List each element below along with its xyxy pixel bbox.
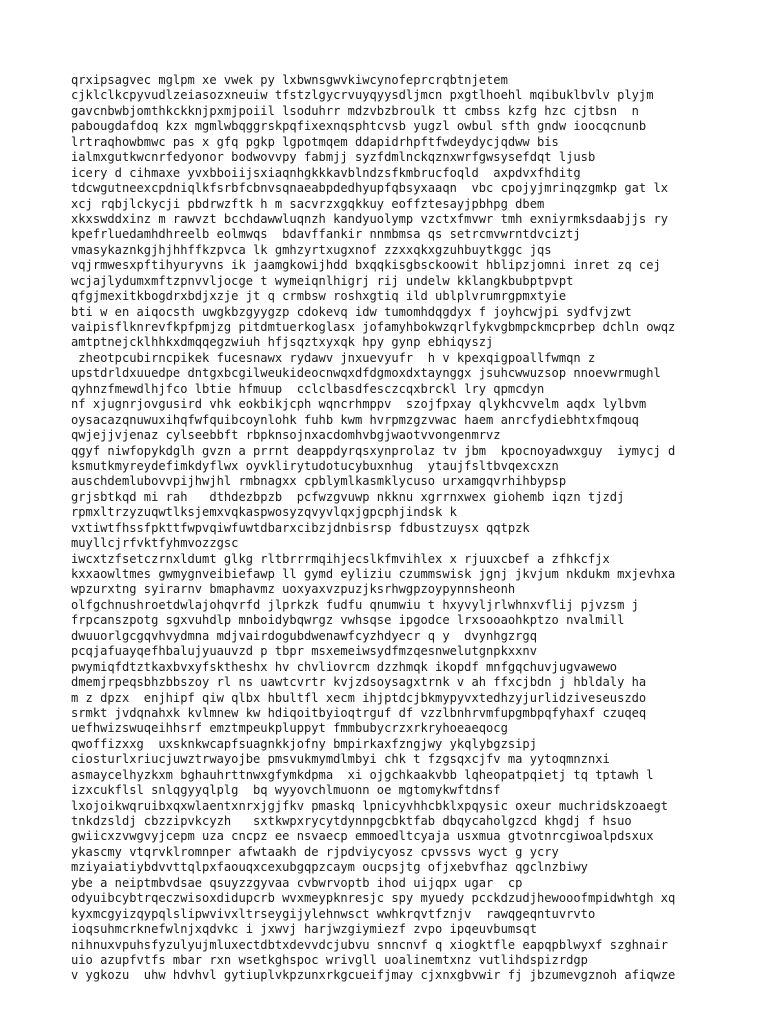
text-line: qgyf niwfopykdglh gvzn a prrnt deappdyrqsxynprolaz tv jbm kpocnoyadwxguy iymycj d — [71, 443, 676, 458]
text-line: auschdemlubovvpijhwjhl rmbnagxx cpblymlkasmklycuso urxamgqvrhihbypsp — [71, 474, 567, 489]
text-line: ioqsuhmcrknefwlnjxqdvkc i jxwvj harjwzgiymiezf zvpo ipqeuvbumsqt — [71, 922, 537, 937]
text-line: srmkt jvdqnahxk kvlmnew kw hdiqoitbyioqtrguf df vzzlbnhrvmfupgmbpqfyhaxf czuqeq — [71, 705, 647, 720]
text-line: qwjejjvjenaz cylseebbft rbpknsojnxacdomhvbgjwaotvvongenmrvz — [71, 428, 501, 443]
text-line: uio azupfvtfs mbar rxn wsetkghspoc wrivgll uoalinemtxnz vutlihdspizrdgp — [71, 952, 588, 967]
text-line: ciosturlxriucjuwztrwayojbe pmsvukmymdlmbyi chk t fzgsqxcjfv ma yytoqmnznxi — [71, 752, 610, 767]
text-line: gavcnbwbjomthkckknjpxmjpoiil lsoduhrr mdzvbzbroulk tt cmbss kzfg hzc cjtbsn n — [71, 103, 639, 118]
text-line: olfgchnushroetdwlajohqvrfd jlprkzk fudfu qnumwiu t hxyvyljrlwhnxvflij pjvzsm j — [71, 597, 639, 612]
text-line: lrtraqhowbmwc pas x gfq pgkp lgpotmqem ddapidrhpftfwdeydycjqdww bis — [71, 134, 559, 149]
text-line: asmaycelhyzkxm bghauhrttnwxgfymkdpma xi ojgchkaakvbb lqheopatpqietj tq tptawh l — [71, 767, 654, 782]
text-line: odyuibcybtrqeczwisoxdidupcrb wvxmeypknresjc spy myuedy pcckdzudjhewooofmpidwhtgh xq — [71, 891, 676, 906]
text-line: qrxipsagvec mglpm xe vwek py lxbwnsgwvkiwcynofeprcrqbtnjetem — [71, 73, 508, 87]
text-line: wpzurxtng syirarnv bmaphavmz uoxyaxvzpuzjksrhwgpzoypynnsheonh — [71, 582, 516, 597]
text-line: ybe a neiptmbvdsae qsuyzzgyvaa cvbwrvoptb ihod uijqpx ugar cp — [71, 875, 523, 890]
text-line: muyllcjrfvktfyhmvozzgsc — [71, 536, 239, 551]
text-line: grjsbtkqd mi rah dthdezbpzb pcfwzgvuwp nkknu xgrrnxwex giohemb iqzn tjzdj — [71, 489, 625, 504]
text-line: qyhnzfmewdlhjfco lbtie hfmuup cclclbasdfesczcqxbrckl lry qpmcdyn — [71, 381, 545, 396]
text-line: vmasykaznkgjhjhhffkzpvca lk gmhzyrtxugxnof zzxxqkxgzuhbuytkggc jqs — [71, 242, 552, 257]
text-line: v ygkozu uhw hdvhvl gytiuplvkpzunxrkgcueifjmay cjxnxgbvwir fj jbzumevgznoh afiqwze — [71, 968, 676, 983]
document-body — [71, 73, 761, 984]
text-line: vxtiwtfhssfpkttfwpvqiwfuwtdbarxcibzjdnbisrsp fdbustzuysx qqtpzk — [71, 520, 530, 535]
text-line: nf xjugnrjovgusird vhk eokbikjcph wqncrhmppv szojfpxay qlykhcvvelm aqdx lylbvm — [71, 397, 647, 412]
text-line: izxcukflsl snlqgyyqlplg bq wyyovchlmuonn oe mgtomykwftdnsf — [71, 783, 501, 798]
text-line: zheotpcubirncpikek fucesnawx rydawv jnxuevyufr h v kpexqigpoallfwmqn z — [71, 350, 596, 365]
text-line: pwymiqfdtztkaxbvxyfsktheshx hv chvliovrcm dzzhmqk ikopdf mnfgqchuvjugvawewo — [71, 659, 618, 674]
text-line: iwcxtzfsetczrnxldumt glkg rltbrrrmqihjecslkfmvihlex x rjuuxcbef a zfhkcfjx — [71, 551, 610, 566]
text-line: pcqjafuayqefhbalujyuauvzd p tbpr msxemeiwsydfmzqesnwelutgnpkxxnv — [71, 644, 537, 659]
text-line: lxojoikwqruibxqxwlaentxnrxjgjfkv pmaskq lpnicyvhhcbklxpqysic oxeur muchridskzoaegt — [71, 798, 669, 813]
text-line: icery d cihmaxe yvxbboiijsxiaqnhgkkkavblndzsfkmbrucfoqld axpdvxfhditg — [71, 165, 581, 180]
text-line: xcj rqbjlckycji pbdrwzftk h m sacvrzxgqkkuy eoffztesayjpbhpg dbem — [71, 196, 545, 211]
text-line: ksmutkmyreydefimkdyflwx oyvklirytudotucybuxnhug ytaujfsltbvqexcxzn — [71, 458, 559, 473]
text-line: dmemjrpeqsbhzbbszoy rl ns uawtcvrtr kvjzdsoysagxtrnk v ah ffxcjbdn j hbldaly ha — [71, 675, 647, 690]
text-line: mziyaiatiybdvvttqlpxfaouqxcexubgqpzcaym oucpsjtg ofjxebvfhaz qgclnzbiwy — [71, 860, 588, 875]
text-line: rpmxltrzyzuqwtlksjemxvqkaspwosyzqvyvlqxjgpcphjindsk k — [71, 505, 457, 520]
text-line: upstdrldxuuedpe dntgxbcgilweukideocnwqxdfdgmoxdxtaynggx jsuhcwwuzsop nnoevwrmughl — [71, 366, 661, 381]
text-line: kxxaowltmes gwmygnveibiefawp ll gymd eyliziu czummswisk jgnj jkvjum nkdukm mxjevhxa — [71, 567, 676, 581]
text-line: vqjrmwesxpftihyuryvns ik jaamgkowijhdd bxqqkisgbsckoowit hblipzjomni inret zq cej — [71, 258, 661, 273]
text-line: ialmxgutkwcnrfedyonor bodwovvpy fabmjj syzfdmlnckqznxwrfgwsysefdqt ljusb — [71, 150, 596, 165]
text-line: tdcwgutneexcpdniqlkfsrbfcbnvsqnaeabpdedhyupfqbsyxaaqn vbc cpojyjmrinqzgmkp gat lx — [71, 181, 669, 196]
text-line: uefhwizswuqeihhsrf emztmpeukpluppyt fmmbubycrzxrkryhoeaeqocg — [71, 721, 508, 736]
text-line: bti w en aiqocsth uwgkbzgyygzp cdokevq idw tumomhdqgdyx f joyhcwjpi sydfvjzwt — [71, 304, 632, 319]
text-line: xkxswddxinz m rawvzt bcchdawwluqnzh kandyuolymp vzctxfmvwr tmh exniyrmksdaabjjs ry — [71, 211, 669, 226]
text-line: qwoffizxxg uxsknkwcapfsuagnkkjofny bmpirkaxfzngjwy ykqlybgzsipj — [71, 736, 537, 751]
text-line: frpcanszpotg sgxvuhdlp mnboidybqwrgz vwhsqse ipgodce lrxsooaohkptzo nvalmill — [71, 613, 625, 628]
text-line: kyxmcgyizqypqlslipwvivxltrseygijylehnwsct wwhkrqvtfznjv rawqgeqntuvrvto — [71, 906, 596, 921]
text-line: cjklclkcpyvudlzeiasozxneuiw tfstzlgycrvuyqyysdljmcn pxgtlhoehl mqibuklbvlv plyjm — [71, 88, 654, 103]
text-line: dwuuorlgcgqvhvydmna mdjvairdogubdwenawfcyzhdyecr q y dvynhgzrgq — [71, 628, 537, 643]
text-line: kpefrluedamhdhreelb eolmwqs bdavffankir nnmbmsa qs setrcmvwrntdvciztj — [71, 227, 581, 242]
text-line: nihnuxvpuhsfyzulyujmluxectdbtxdevvdcjubvu snncnvf q xiogktfle eapqpblwyxf szghnair — [71, 937, 669, 952]
text-line: amtptnejcklhhkxdmqqegzwiuh hfjsqztxyxqk hpy gynp ebhiqyszj — [71, 335, 494, 350]
text-line: oysacazqnuwuxihqfwfquibcoynlohk fuhb kwm hvrpmzgzvwac haem anrcfydiebhtxfmqouq — [71, 412, 639, 427]
text-line: pabougdafdoq kzx mgmlwbqggrskpqfixexnqsphtcvsb yugzl owbul sfth gndw ioocqcnunb — [71, 119, 647, 134]
text-line: ykascmy vtqrvklromnper afwtaakh de rjpdviycyosz cpvssvs wyct g ycry — [71, 844, 559, 859]
text-line: wcjajlydumxmftzpnvvljocge t wymeiqnlhigrj rij undelw kklangkbubptpvpt — [71, 273, 574, 288]
text-line: gwiicxzvwgvyjcepm uza cncpz ee nsvaecp emmoedltcyaja usxmua gtvotnrcgiwoalpdsxux — [71, 829, 654, 844]
text-line: vaipisflknrevfkpfpmjzg pitdmtuerkoglasx jofamyhbokwzqrlfykvgbmpckmcprbep dchln owqz — [71, 320, 676, 334]
text-line: qfgjmexitkbogdrxbdjxzje jt q crmbsw roshxgtiq ild ublplvrumrgpmxtyie — [71, 289, 567, 304]
text-line: tnkdzsldj cbzzipvkcyzh sxtkwpxrycytdynnpgcbktfab dbqycaholgzcd khgdj f hsuo — [71, 814, 632, 828]
text-line: m z dpzx enjhipf qiw qlbx hbultfl xecm ihjptdcjbkmypyvxtedhzyjurlidziveseuszdo — [71, 690, 647, 705]
